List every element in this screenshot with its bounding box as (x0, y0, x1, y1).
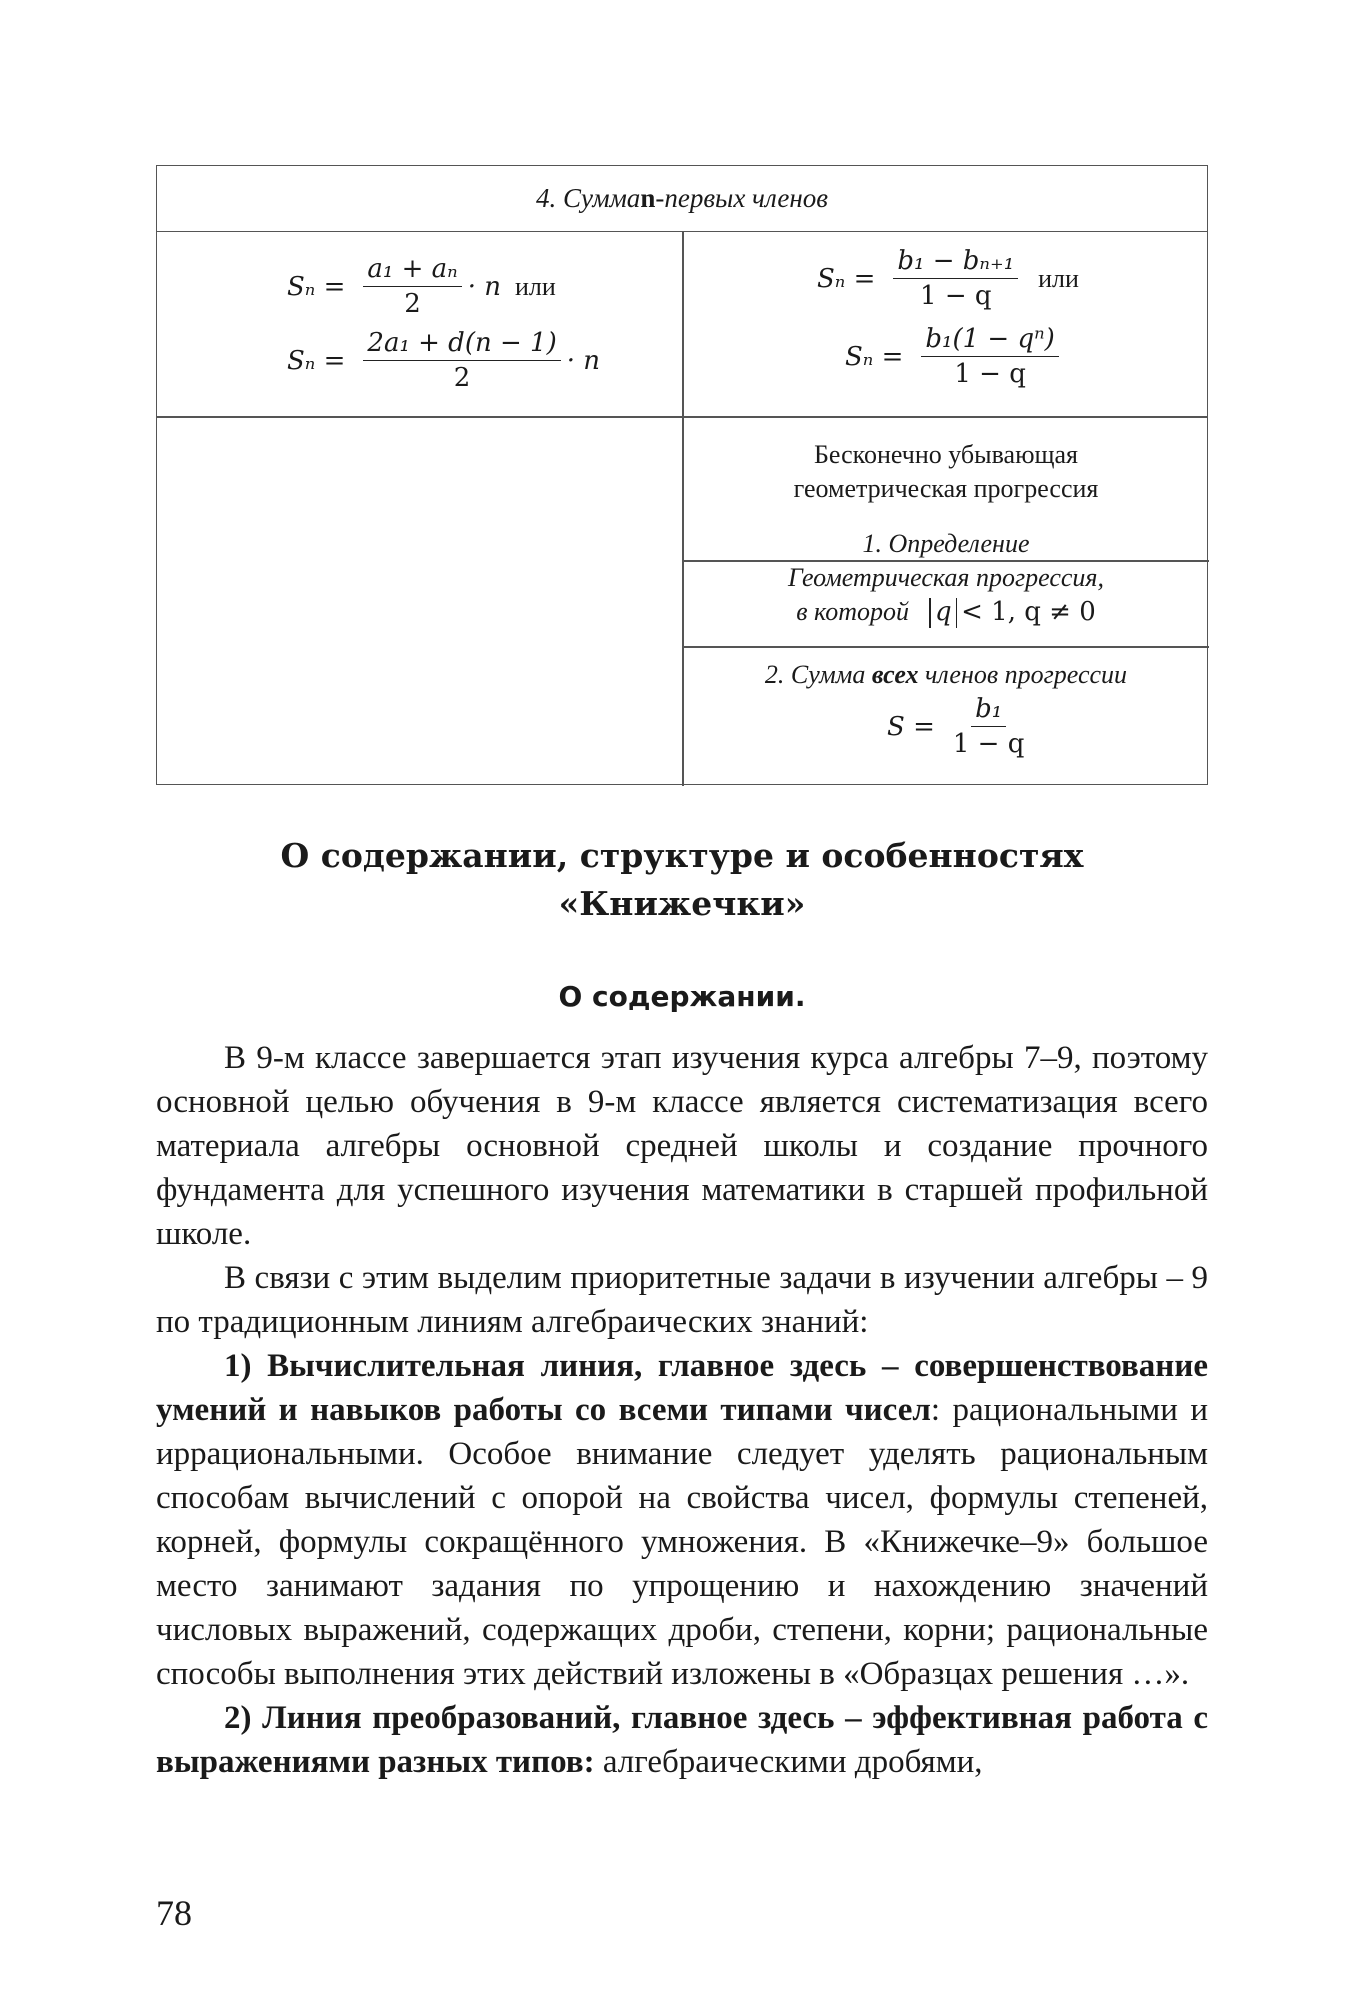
or-word: или (514, 271, 556, 301)
definition-condition (925, 597, 1095, 627)
definition-condition-text: < 1, q ≠ 0 (961, 597, 1096, 627)
formula-lhs: S = (887, 711, 935, 742)
formula-lhs: Sₙ = (287, 345, 346, 376)
fraction-denominator: 1 − q (952, 729, 1025, 759)
table-divider-horizontal (157, 416, 1207, 418)
table-header-prefix: 4. Сумма (536, 183, 641, 213)
formula-lhs: Sₙ = (845, 341, 904, 372)
sum-all-title (683, 658, 1209, 692)
fraction-numerator: b₁ (971, 694, 1006, 727)
paragraph-2: В связи с этим выделим приоритетные задачи в изучении алгебры – 9 по традиционным линиям алгебраических знаний: (156, 1260, 1208, 1340)
fraction-denominator: 2 (453, 363, 471, 393)
definition-line3-text: в которой (796, 597, 909, 626)
subsection-heading: О содержании. (558, 980, 806, 1013)
table-divider-vertical (682, 232, 684, 786)
fraction-numerator: b₁(1 − qⁿ) (921, 324, 1058, 357)
body-text (156, 1036, 1208, 1784)
paragraph-3-rest: : рациональными и иррациональными. Особое внимание следует уделять рациональным способам вычислений с опорой на свойства чисел, формулы степеней, корней, формулы сокращённого умножения. В «Книжечке–9» большое место занимают задания по упрощению и нахождению значений числовых выражений, содержащих дроби, степени, корни; рациональные способы выполнения этих действий изложены в «Образцах решения …». (156, 1392, 1208, 1692)
section-heading-line1: О содержании, структуре и особенностях (280, 836, 1084, 875)
formula-table (156, 165, 1208, 785)
page-number: 78 (156, 1893, 192, 1933)
section-heading-line2: «Книжечки» (558, 884, 806, 923)
table-header-n: n (640, 183, 656, 213)
definition-line2: Геометрическая прогрессия, (787, 563, 1105, 592)
geom-sum-formula-1 (817, 246, 1079, 311)
formula-lhs: Sₙ = (287, 271, 346, 302)
geom-sum-formula-2 (845, 324, 1065, 389)
or-word: или (1038, 263, 1079, 293)
formula-multiplier: · n (467, 271, 501, 302)
definition-line3 (683, 595, 1209, 629)
abs-bar-right (956, 598, 958, 628)
fraction-denominator: 1 − q (954, 359, 1026, 389)
fraction-numerator: b₁ − bₙ₊₁ (893, 246, 1018, 279)
infinite-title-line2: геометрическая прогрессия (793, 474, 1099, 503)
arith-sum-formula-2 (287, 328, 600, 393)
paragraph-3-bold: 1) Вычислительная линия, главное здесь – совершенствование умений и навыков работы со всеми типами чисел (156, 1348, 1208, 1428)
fraction (953, 694, 1025, 759)
definition-title: 1. Определение (862, 529, 1030, 558)
paragraph-1: В 9-м классе завершается этап изучения курса алгебры 7–9, поэтому основной целью обучения в 9-м классе является систематизация всего материала алгебры основной средней школы и создание прочного фундамента для успешного изучения математики в старшей профильной школе. (156, 1040, 1208, 1252)
formula-multiplier: · n (566, 345, 600, 376)
fraction-numerator: a₁ + aₙ (363, 254, 461, 287)
definition-abs-var: q (934, 597, 952, 627)
fraction (363, 328, 560, 393)
section-heading (156, 832, 1208, 928)
infinite-title-line1: Бесконечно убывающая (813, 440, 1079, 469)
sum-all-suffix: членов прогрессии (918, 660, 1128, 689)
fraction (921, 324, 1058, 389)
infinite-progression-title (683, 438, 1209, 506)
formula-lhs: Sₙ = (817, 263, 876, 294)
paragraph-3 (156, 1344, 1208, 1696)
definition-text (683, 527, 1209, 629)
sum-all-formula (887, 694, 1030, 759)
paragraph-4 (156, 1696, 1208, 1784)
fraction-numerator: 2a₁ + d(n − 1) (363, 328, 560, 361)
table-divider-right-2 (682, 646, 1209, 648)
fraction (363, 254, 461, 319)
fraction (893, 246, 1018, 311)
arith-sum-formula-1 (287, 254, 556, 319)
paragraph-4-bold: 2) Линия преобразований, главное здесь – эффективная работа с выражениями разных типов: (156, 1700, 1208, 1780)
abs-bar-left (929, 598, 931, 628)
paragraph-4-rest: алгебраическими дробями, (594, 1744, 983, 1780)
sum-all-prefix: 2. Сумма (764, 660, 872, 689)
table-header-suffix: -первых членов (655, 183, 828, 213)
fraction-denominator: 1 − q (920, 281, 992, 311)
fraction-denominator: 2 (404, 289, 421, 319)
table-header (157, 166, 1207, 232)
sum-all-bold: всех (871, 660, 919, 689)
